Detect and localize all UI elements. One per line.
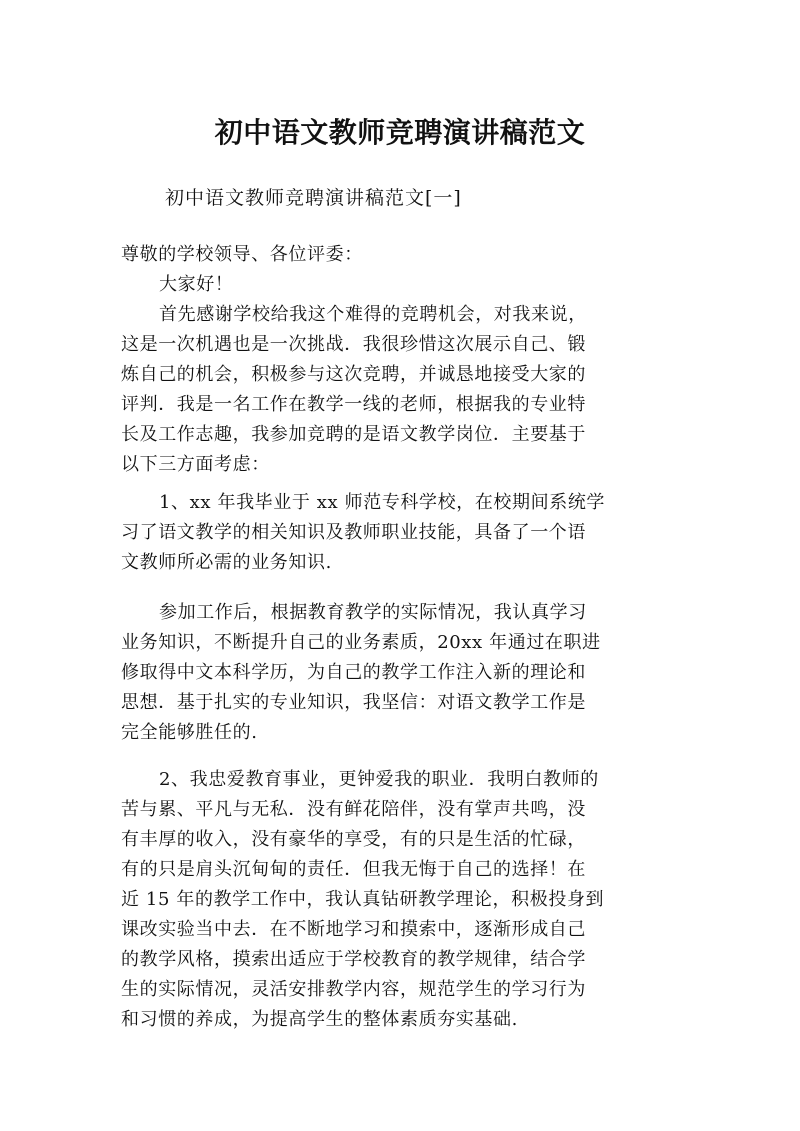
paragraph-line: 有丰厚的收入，没有豪华的享受，有的只是生活的忙碌， [121,829,586,850]
greeting: 大家好！ [159,274,234,295]
paragraph-line: 课改实验当中去．在不断地学习和摸索中，逐渐形成自己 [121,919,586,940]
paragraph-line: 思想．基于扎实的专业知识，我坚信：对语文教学工作是 [121,692,586,713]
paragraph-line: 参加工作后，根据教育教学的实际情况，我认真学习 [159,602,587,623]
section-subtitle: 初中语文教师竞聘演讲稿范文[一] [165,187,462,209]
paragraph-line: 近 15 年的教学工作中，我认真钻研教学理论，积极投身到 [121,889,605,910]
paragraph-line: 苦与累、平凡与无私．没有鲜花陪伴，没有掌声共鸣，没 [121,799,586,820]
paragraph-point-2 [121,765,661,1035]
paragraph-line: 生的实际情况，灵活安排教学内容，规范学生的学习行为 [121,979,586,1000]
paragraph-line: 这是一次机遇也是一次挑战．我很珍惜这次展示自己、锻 [121,334,586,355]
paragraph-line: 业务知识，不断提升自己的业务素质，20xx 年通过在职进 [121,632,601,653]
paragraph-line: 和习惯的养成，为提高学生的整体素质夯实基础. [121,1009,518,1030]
paragraph-line: 以下三方面考虑： [121,454,270,475]
paragraph-line: 有的只是肩头沉甸甸的责任．但我无悔于自己的选择！在 [121,859,586,880]
paragraph-line: 评判．我是一名工作在教学一线的老师，根据我的专业特 [121,394,586,415]
paragraph-line: 炼自己的机会，积极参与这次竞聘，并诚恳地接受大家的 [121,364,586,385]
paragraph-line: 修取得中文本科学历，为自己的教学工作注入新的理论和 [121,662,586,683]
paragraph-line: 的教学风格，摸索出适应于学校教育的教学规律，结合学 [121,949,586,970]
paragraph-line: 完全能够胜任的. [121,722,258,743]
paragraph-line: 长及工作志趣，我参加竞聘的是语文教学岗位．主要基于 [121,424,586,445]
document-title: 初中语文教师竞聘演讲稿范文 [214,116,586,149]
paragraph-line: 文教师所必需的业务知识. [121,552,332,573]
salutation-block [121,240,661,300]
paragraph-line: 1、xx 年我毕业于 xx 师范专科学校，在校期间系统学 [159,492,606,513]
paragraph-line: 2、我忠爱教育事业，更钟爱我的职业．我明白教师的 [159,769,599,790]
paragraph-line: 习了语文教学的相关知识及教师职业技能，具备了一个语 [121,522,586,543]
paragraph-work [121,598,661,748]
salutation: 尊敬的学校领导、各位评委： [121,244,363,265]
paragraph-intro [121,300,661,480]
paragraph-line: 首先感谢学校给我这个难得的竞聘机会，对我来说， [159,304,587,325]
paragraph-point-1 [121,488,661,578]
